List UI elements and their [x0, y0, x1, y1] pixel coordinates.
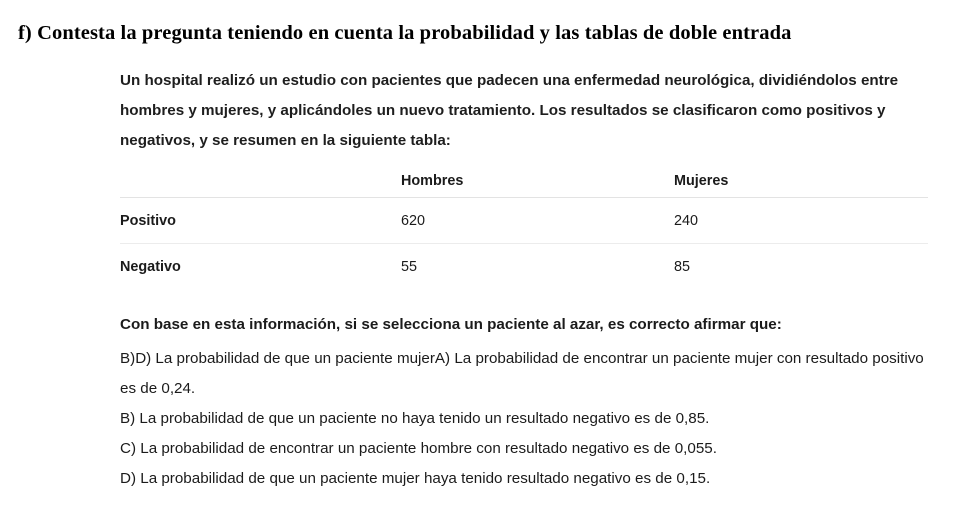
answer-option-d: D) La probabilidad de que un paciente mujer haya tenido resultado negativo es de 0,15. [120, 470, 711, 487]
cell-negativo-hombres: 55 [401, 258, 418, 275]
answer-option-b: B) La probabilidad de que un paciente no haya tenido un resultado negativo es de 0,85. [120, 410, 710, 427]
table-corner-header [120, 165, 401, 198]
contingency-table [120, 165, 928, 289]
column-header-hombres: Hombres [401, 165, 674, 198]
answer-option-c: C) La probabilidad de encontrar un paciente hombre con resultado negativo es de 0,055. [120, 440, 717, 457]
cell-positivo-hombres: 620 [401, 198, 674, 244]
column-header-mujeres: Mujeres [674, 165, 928, 198]
table-header-row [120, 165, 928, 198]
row-label-negativo: Negativo [120, 258, 181, 275]
answer-options [120, 344, 928, 494]
table-row [120, 198, 928, 244]
cell-positivo-mujeres: 240 [674, 198, 928, 244]
cell-negativo-mujeres: 85 [674, 258, 691, 275]
problem-statement: Un hospital realizó un estudio con pacientes que padecen una enfermedad neurológica, dividiéndolos entre hombres y mujeres, y aplicándoles un nuevo tratamiento. Los resultados se clasificaron como positivos y negativos, y se resumen en la siguiente tabla: [120, 72, 899, 149]
row-label-positivo: Positivo [120, 198, 401, 244]
table-row [120, 244, 928, 290]
problem-content [120, 66, 928, 494]
exercise-heading: f) Contesta la pregunta teniendo en cuenta la probabilidad y las tablas de doble entrada [18, 22, 792, 44]
answer-option-a: B)D) La probabilidad de que un paciente mujerA) La probabilidad de encontrar un paciente mujer con resultado positivo es de 0,24. [120, 350, 924, 397]
question-prompt: Con base en esta información, si se selecciona un paciente al azar, es correcto afirmar que: [120, 316, 782, 333]
